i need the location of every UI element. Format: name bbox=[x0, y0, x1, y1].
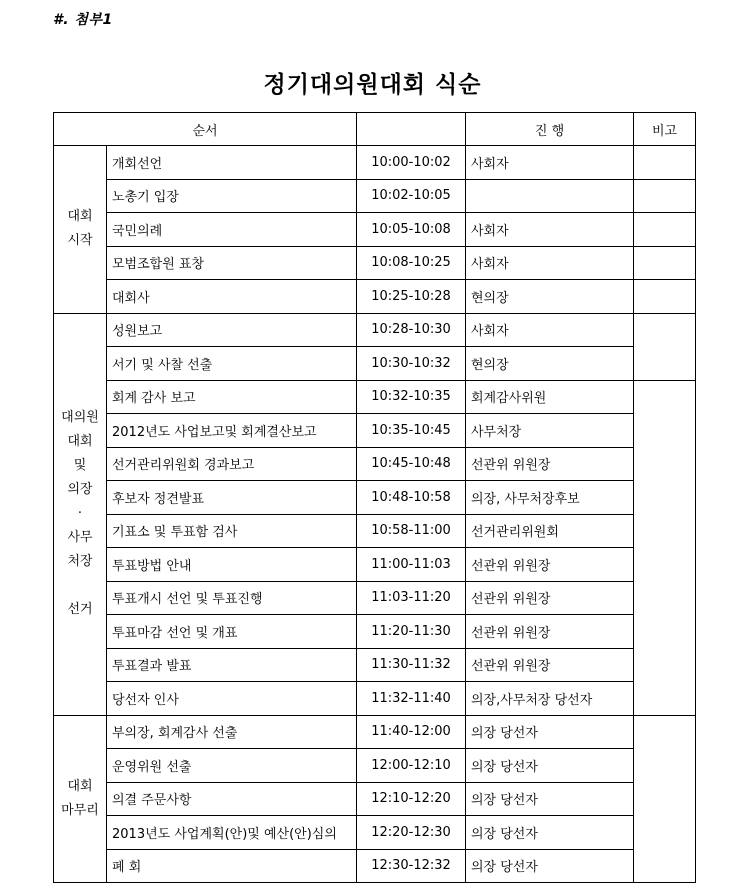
section-label-line: 의장 bbox=[67, 482, 93, 497]
table-row bbox=[54, 514, 696, 548]
item-cell: 기표소 및 투표함 검사 bbox=[107, 514, 357, 548]
item-cell: 부의장, 회계감사 선출 bbox=[107, 715, 357, 749]
section-label-line: · bbox=[77, 506, 83, 521]
section-label-line bbox=[54, 574, 106, 598]
section-label-line: 시작 bbox=[67, 233, 93, 249]
section-label-line: 대회 bbox=[67, 778, 93, 794]
proceed-cell: 선거관리위원회 bbox=[466, 514, 634, 548]
table-row bbox=[54, 213, 696, 247]
proceed-cell: 선관위 위원장 bbox=[466, 447, 634, 481]
proceed-cell: 의장 당선자 bbox=[466, 849, 634, 883]
proceed-cell: 의장, 사무처장후보 bbox=[466, 481, 634, 515]
table-row bbox=[54, 581, 696, 615]
section-label-line: 및 bbox=[73, 458, 87, 473]
proceed-cell bbox=[466, 179, 634, 213]
proceed-cell: 의장 당선자 bbox=[466, 749, 634, 783]
table-row bbox=[54, 414, 696, 448]
table-row bbox=[54, 648, 696, 682]
proceed-cell: 선관위 위원장 bbox=[466, 581, 634, 615]
proceed-cell: 사회자 bbox=[466, 246, 634, 280]
section-label-line: 처장 bbox=[67, 554, 93, 569]
table-row bbox=[54, 179, 696, 213]
note-cell bbox=[634, 246, 696, 280]
time-cell: 10:05-10:08 bbox=[357, 213, 466, 247]
item-cell: 운영위원 선출 bbox=[107, 749, 357, 783]
time-cell: 10:28-10:30 bbox=[357, 313, 466, 347]
table-row bbox=[54, 816, 696, 850]
attachment-label: #. 첨부1 bbox=[53, 12, 113, 28]
table-row bbox=[54, 715, 696, 749]
item-cell: 투표방법 안내 bbox=[107, 548, 357, 582]
section-label-line: 마무리 bbox=[61, 802, 99, 818]
table-row bbox=[54, 380, 696, 414]
time-cell: 11:40-12:00 bbox=[357, 715, 466, 749]
proceed-cell: 의장 당선자 bbox=[466, 816, 634, 850]
schedule-body bbox=[54, 146, 696, 883]
item-cell: 대회사 bbox=[107, 280, 357, 314]
table-row bbox=[54, 548, 696, 582]
note-cell bbox=[634, 213, 696, 247]
time-cell: 11:00-11:03 bbox=[357, 548, 466, 582]
header-note: 비고 bbox=[634, 113, 696, 146]
proceed-cell: 사무처장 bbox=[466, 414, 634, 448]
note-cell bbox=[634, 179, 696, 213]
note-cell bbox=[634, 380, 696, 715]
table-row bbox=[54, 782, 696, 816]
time-cell: 11:20-11:30 bbox=[357, 615, 466, 649]
section-label bbox=[54, 715, 107, 883]
page-title: 정기대의원대회 식순 bbox=[263, 72, 482, 98]
proceed-cell: 선관위 위원장 bbox=[466, 548, 634, 582]
proceed-cell: 사회자 bbox=[466, 146, 634, 180]
table-row bbox=[54, 146, 696, 180]
table-row bbox=[54, 246, 696, 280]
note-cell bbox=[634, 715, 696, 883]
proceed-cell: 선관위 위원장 bbox=[466, 615, 634, 649]
note-cell bbox=[634, 280, 696, 314]
time-cell: 11:32-11:40 bbox=[357, 682, 466, 716]
time-cell: 10:00-10:02 bbox=[357, 146, 466, 180]
time-cell: 12:20-12:30 bbox=[357, 816, 466, 850]
section-label-line: 사무 bbox=[67, 530, 93, 545]
time-cell: 10:48-10:58 bbox=[357, 481, 466, 515]
item-cell: 투표결과 발표 bbox=[107, 648, 357, 682]
table-row bbox=[54, 447, 696, 481]
table-row bbox=[54, 615, 696, 649]
table-row bbox=[54, 313, 696, 347]
header-order: 순서 bbox=[54, 113, 357, 146]
table-row bbox=[54, 749, 696, 783]
item-cell: 2012년도 사업보고및 회계결산보고 bbox=[107, 414, 357, 448]
schedule-table bbox=[53, 112, 696, 883]
time-cell: 12:00-12:10 bbox=[357, 749, 466, 783]
note-cell bbox=[634, 313, 696, 380]
item-cell: 모범조합원 표창 bbox=[107, 246, 357, 280]
table-row bbox=[54, 347, 696, 381]
table-row bbox=[54, 481, 696, 515]
item-cell: 회계 감사 보고 bbox=[107, 380, 357, 414]
time-cell: 10:25-10:28 bbox=[357, 280, 466, 314]
time-cell: 11:03-11:20 bbox=[357, 581, 466, 615]
time-cell: 10:35-10:45 bbox=[357, 414, 466, 448]
section-label bbox=[54, 313, 107, 715]
proceed-cell: 현의장 bbox=[466, 280, 634, 314]
item-cell: 국민의례 bbox=[107, 213, 357, 247]
proceed-cell: 의장 당선자 bbox=[466, 782, 634, 816]
section-label-line: 선거 bbox=[67, 602, 93, 617]
note-cell bbox=[634, 146, 696, 180]
item-cell: 선거관리위원회 경과보고 bbox=[107, 447, 357, 481]
item-cell: 성원보고 bbox=[107, 313, 357, 347]
table-row bbox=[54, 682, 696, 716]
table-header-row bbox=[54, 113, 696, 146]
time-cell: 12:10-12:20 bbox=[357, 782, 466, 816]
proceed-cell: 사회자 bbox=[466, 313, 634, 347]
proceed-cell: 의장,사무처장 당선자 bbox=[466, 682, 634, 716]
proceed-cell: 선관위 위원장 bbox=[466, 648, 634, 682]
time-cell: 10:32-10:35 bbox=[357, 380, 466, 414]
item-cell: 후보자 정견발표 bbox=[107, 481, 357, 515]
header-proceed: 진 행 bbox=[466, 113, 634, 146]
proceed-cell: 사회자 bbox=[466, 213, 634, 247]
time-cell: 10:08-10:25 bbox=[357, 246, 466, 280]
table-row bbox=[54, 849, 696, 883]
section-label bbox=[54, 146, 107, 314]
item-cell: 의결 주문사항 bbox=[107, 782, 357, 816]
item-cell: 투표마감 선언 및 개표 bbox=[107, 615, 357, 649]
item-cell: 투표개시 선언 및 투표진행 bbox=[107, 581, 357, 615]
section-label-line: 대회 bbox=[67, 434, 93, 449]
proceed-cell: 현의장 bbox=[466, 347, 634, 381]
time-cell: 10:58-11:00 bbox=[357, 514, 466, 548]
section-label-line: 대의원 bbox=[61, 410, 99, 425]
table-row bbox=[54, 280, 696, 314]
time-cell: 11:30-11:32 bbox=[357, 648, 466, 682]
item-cell: 노총기 입장 bbox=[107, 179, 357, 213]
section-label-line: 대회 bbox=[67, 209, 93, 225]
proceed-cell: 회계감사위원 bbox=[466, 380, 634, 414]
item-cell: 2013년도 사업계획(안)및 예산(안)심의 bbox=[107, 816, 357, 850]
time-cell: 10:30-10:32 bbox=[357, 347, 466, 381]
time-cell: 10:45-10:48 bbox=[357, 447, 466, 481]
time-cell: 10:02-10:05 bbox=[357, 179, 466, 213]
header-time bbox=[357, 113, 466, 146]
item-cell: 개회선언 bbox=[107, 146, 357, 180]
item-cell: 폐 회 bbox=[107, 849, 357, 883]
item-cell: 서기 및 사찰 선출 bbox=[107, 347, 357, 381]
time-cell: 12:30-12:32 bbox=[357, 849, 466, 883]
item-cell: 당선자 인사 bbox=[107, 682, 357, 716]
proceed-cell: 의장 당선자 bbox=[466, 715, 634, 749]
